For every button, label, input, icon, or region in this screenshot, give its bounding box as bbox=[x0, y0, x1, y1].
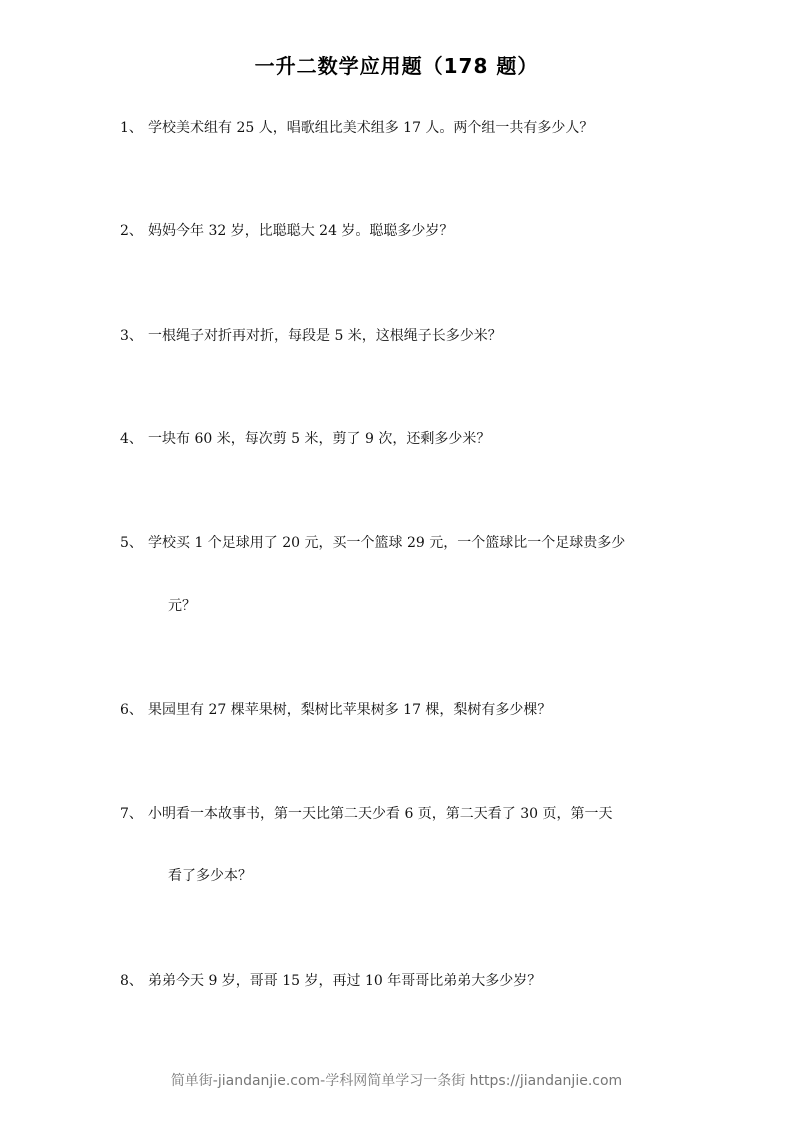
question-number: 5、 bbox=[120, 535, 143, 551]
question-number: 6、 bbox=[120, 702, 143, 718]
question-3 bbox=[120, 326, 502, 346]
question-text: 果园里有 27 棵苹果树，梨树比苹果树多 17 棵，梨树有多少棵？ bbox=[148, 702, 552, 718]
question-number: 3、 bbox=[120, 328, 143, 344]
question-text: 学校美术组有 25 人，唱歌组比美术组多 17 人。两个组一共有多少人？ bbox=[148, 120, 594, 136]
footer-watermark: 简单街-jiandanjie.com-学科网简单学习一条街 https://jiandanjie.com bbox=[170, 1073, 623, 1089]
question-text: 学校买 1 个足球用了 20 元，买一个篮球 29 元，一个篮球比一个足球贵多少 bbox=[148, 535, 626, 551]
question-5-continuation: 元？ bbox=[168, 598, 196, 614]
question-number: 1、 bbox=[120, 120, 143, 136]
question-4 bbox=[120, 429, 490, 449]
question-6 bbox=[120, 700, 551, 720]
question-8 bbox=[120, 971, 541, 991]
question-2 bbox=[120, 221, 453, 241]
question-number: 7、 bbox=[120, 806, 143, 822]
page-title: 一升二数学应用题（178 题） bbox=[254, 54, 539, 78]
question-7-continuation: 看了多少本？ bbox=[168, 868, 252, 884]
question-number: 4、 bbox=[120, 431, 143, 447]
question-text: 一根绳子对折再对折，每段是 5 米，这根绳子长多少米？ bbox=[148, 328, 502, 344]
question-number: 2、 bbox=[120, 223, 143, 239]
question-1 bbox=[120, 118, 593, 138]
question-text: 弟弟今天 9 岁，哥哥 15 岁，再过 10 年哥哥比弟弟大多少岁？ bbox=[148, 973, 542, 989]
question-text: 一块布 60 米，每次剪 5 米，剪了 9 次，还剩多少米？ bbox=[148, 431, 491, 447]
question-text: 妈妈今年 32 岁，比聪聪大 24 岁。聪聪多少岁？ bbox=[148, 223, 454, 239]
question-text: 小明看一本故事书，第一天比第二天少看 6 页，第二天看了 30 页，第一天 bbox=[148, 806, 613, 822]
question-5 bbox=[120, 533, 625, 553]
question-number: 8、 bbox=[120, 973, 143, 989]
question-7 bbox=[120, 804, 613, 824]
